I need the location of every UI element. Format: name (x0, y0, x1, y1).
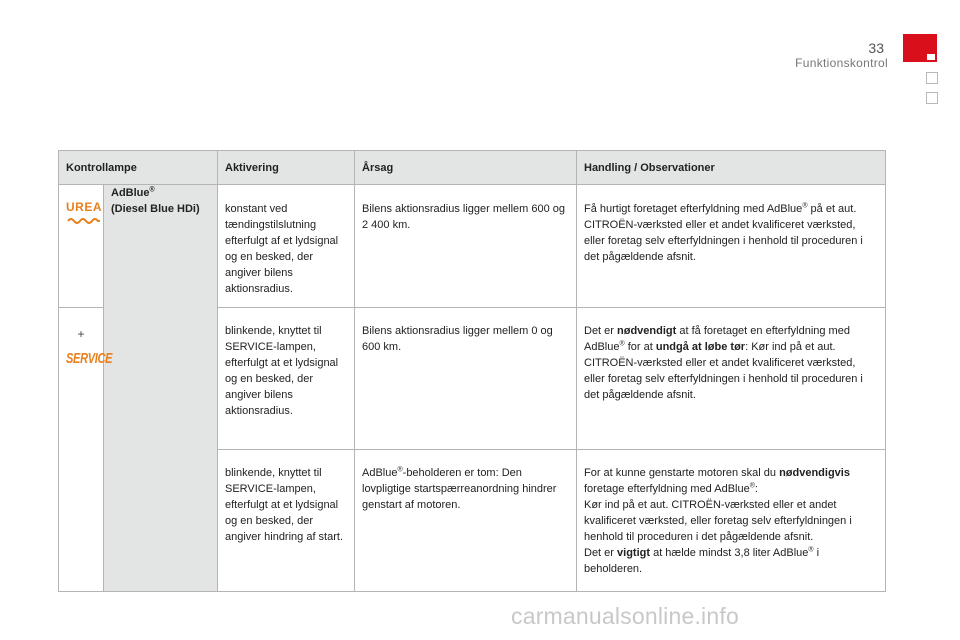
cause-text: Bilens aktionsradius ligger mellem 0 og 600 km. (355, 308, 577, 450)
action-text: Det er nødvendigt at få foretaget en efterfyldning med AdBlue® for at undgå at løbe tør: Kør ind på et aut. CITROËN-værksted eller et andet kvalificeret værksted, eller foretag selv efterfyldningen i henhold til proceduren i det pågældende afsnit. (577, 308, 886, 450)
col-header-aarsag: Årsag (355, 151, 577, 185)
warning-lamp-table (58, 150, 886, 592)
lamp-name-cell: AdBlue® (Diesel Blue HDi) (104, 185, 218, 592)
action-text: Få hurtigt foretaget efterfyldning med AdBlue® på et aut. CITROËN-værksted eller et andet kvalificeret værksted, eller foretag selv efterfyldningen i henhold til proceduren i det pågældende afsnit. (577, 185, 886, 308)
table-row (59, 185, 886, 308)
action-text: For at kunne genstarte motoren skal du nødvendigvis foretage efterfyldning med AdBlue®: Kør ind på et aut. CITROËN-værksted eller et andet kvalificeret værksted, eller foretag selv efterfyldningen i henhold til proceduren i det pågældende afsnit. Det er vigtigt at hælde mindst 3,8 liter AdBlue® i beholderen. (577, 450, 886, 592)
lamp-name-adblue: AdBlue (111, 187, 150, 199)
section-title: Funktionskontrol (795, 56, 888, 70)
cause-text: AdBlue®-beholderen er tom: Den lovpligtige startspærreanordning hindrer genstart af motoren. (355, 450, 577, 592)
plus-sign: + (77, 327, 85, 341)
activation-text: konstant ved tændingstilslutning efterfulgt af et lydsignal og en besked, der angiver bilens aktionsradius. (218, 185, 355, 308)
service-lamp-cell (59, 308, 113, 592)
chapter-marker-square (926, 92, 938, 104)
urea-warning-icon: UREA (66, 201, 102, 229)
lamp-name-diesel: (Diesel Blue HDi) (111, 203, 200, 215)
urea-lamp-cell (59, 185, 104, 308)
chapter-tab-marker (903, 34, 937, 62)
activation-text: blinkende, knyttet til SERVICE-lampen, efterfulgt at et lydsignal og en besked, der angiver bilens aktionsradius. (218, 308, 355, 450)
table-header-row (59, 151, 886, 185)
chapter-marker-square (926, 72, 938, 84)
cause-text: Bilens aktionsradius ligger mellem 600 og 2 400 km. (355, 185, 577, 308)
watermark: carmanualsonline.info (511, 603, 739, 629)
col-header-aktivering: Aktivering (218, 151, 355, 185)
col-header-handling: Handling / Observationer (577, 151, 886, 185)
activation-text: blinkende, knyttet til SERVICE-lampen, efterfulgt at et lydsignal og en besked, der angiver hindring af start. (218, 450, 355, 592)
page-number: 33 (868, 40, 884, 56)
service-warning-icon: SERVICE (66, 350, 113, 368)
col-header-kontrollampe: Kontrollampe (59, 151, 218, 185)
